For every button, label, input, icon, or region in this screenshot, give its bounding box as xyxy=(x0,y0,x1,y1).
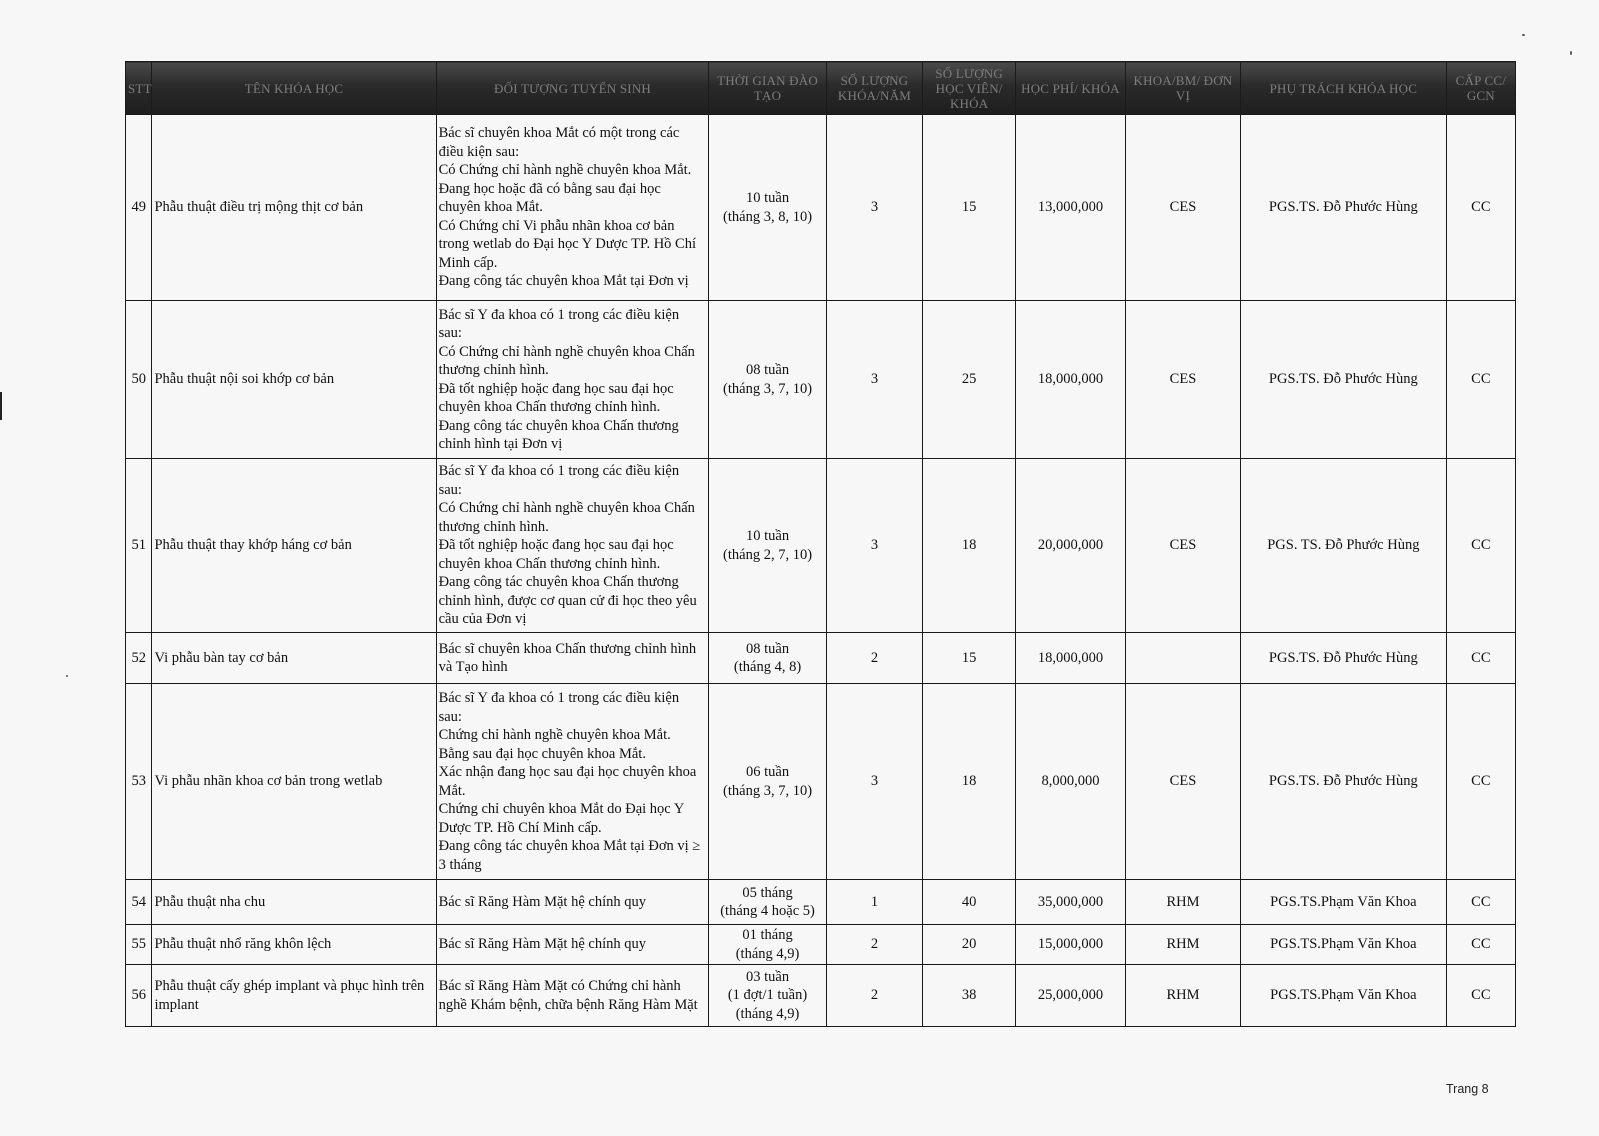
cell-courses-per-year: 2 xyxy=(826,925,923,965)
eligibility-line: Có Chứng chỉ hành nghề chuyên khoa Mắt. xyxy=(438,162,692,179)
eligibility-line: Mắt. xyxy=(438,782,466,799)
cell-certificate: CC xyxy=(1446,459,1515,633)
cell-courses-per-year: 3 xyxy=(826,459,923,633)
cell-supervisor: PGS.TS. Đỗ Phước Hùng xyxy=(1241,684,1447,880)
cell-supervisor: PGS.TS.Phạm Văn Khoa xyxy=(1241,880,1447,925)
table-row xyxy=(126,925,1516,965)
cell-eligibility xyxy=(436,684,709,880)
cell-eligibility xyxy=(436,633,709,684)
eligibility-line: Có Chứng chỉ Vi phẫu nhãn khoa cơ bản xyxy=(438,217,675,234)
cell-certificate: CC xyxy=(1446,115,1515,301)
eligibility-line: và Tạo hình xyxy=(438,659,508,675)
eligibility-line: Đã tốt nghiệp hoặc đang học sau đại học xyxy=(438,537,674,554)
eligibility-line: chuyên khoa Chấn thương chỉnh hình. xyxy=(438,555,661,572)
cell-fee: 13,000,000 xyxy=(1015,115,1125,301)
eligibility-line: 3 tháng xyxy=(438,856,482,873)
cell-students-per-course: 18 xyxy=(923,684,1016,880)
eligibility-line: sau: xyxy=(438,325,462,341)
eligibility-line: Bác sĩ chuyên khoa Chấn thương chỉnh hình xyxy=(438,640,697,657)
eligibility-line: nghề Khám bệnh, chữa bệnh Răng Hàm Mặt xyxy=(438,996,698,1013)
cell-course-name: Phẫu thuật điều trị mộng thịt cơ bản xyxy=(152,115,436,301)
eligibility-line: Đang công tác chuyên khoa Mắt tại Đơn vị xyxy=(438,273,689,290)
cell-fee: 8,000,000 xyxy=(1015,684,1125,880)
eligibility-line: chỉnh hình, được cơ quan cử đi học theo yêu xyxy=(438,592,697,609)
cell-fee: 15,000,000 xyxy=(1015,925,1125,965)
table-row xyxy=(126,633,1516,684)
table-header xyxy=(126,62,1516,115)
cell-eligibility xyxy=(436,925,709,965)
table-row xyxy=(126,301,1516,459)
cell-duration xyxy=(709,880,826,925)
cell-students-per-course: 38 xyxy=(923,965,1016,1027)
cell-supervisor: PGS.TS.Phạm Văn Khoa xyxy=(1241,965,1447,1027)
duration-line: 03 tuần xyxy=(745,968,790,985)
cell-students-per-course: 18 xyxy=(923,459,1016,633)
cell-fee: 25,000,000 xyxy=(1015,965,1125,1027)
table-row xyxy=(126,965,1516,1027)
duration-line: (tháng 3, 8, 10) xyxy=(723,208,813,225)
scan-speck xyxy=(1570,51,1572,55)
eligibility-line: chỉnh hình tại Đơn vị xyxy=(438,436,563,452)
eligibility-line: Đang học hoặc đã có bằng sau đại học xyxy=(438,180,661,197)
eligibility-line: Đang công tác chuyên khoa Chấn thương xyxy=(438,574,679,591)
header-department: KHOA/BM/ ĐƠN VỊ xyxy=(1125,62,1240,115)
cell-eligibility xyxy=(436,459,709,633)
cell-eligibility xyxy=(436,115,709,301)
cell-department: CES xyxy=(1125,115,1240,301)
cell-stt: 50 xyxy=(126,301,152,459)
scan-margin-mark xyxy=(0,392,2,420)
eligibility-line: thương chỉnh hình. xyxy=(438,518,549,535)
header-duration: THỜI GIAN ĐÀO TẠO xyxy=(709,62,826,115)
eligibility-line: trong wetlab do Đại học Y Dược TP. Hồ Chí xyxy=(438,236,697,253)
cell-department: RHM xyxy=(1125,965,1240,1027)
eligibility-line: Bác sĩ chuyên khoa Mắt có một trong các xyxy=(438,125,680,142)
duration-line: 08 tuần xyxy=(745,362,790,378)
header-students-per-course: SỐ LƯỢNG HỌC VIÊN/ KHÓA xyxy=(923,62,1016,115)
scan-speck xyxy=(1522,34,1525,36)
duration-line: (tháng 4 hoặc 5) xyxy=(720,903,815,919)
eligibility-line: sau: xyxy=(438,708,462,725)
cell-course-name: Vi phẫu nhãn khoa cơ bản trong wetlab xyxy=(152,684,436,880)
duration-line: (tháng 4, 8) xyxy=(733,659,802,675)
eligibility-line: Bác sĩ Y đa khoa có 1 trong các điều kiện xyxy=(438,463,680,480)
cell-students-per-course: 40 xyxy=(923,880,1016,925)
header-eligibility: ĐỐI TƯỢNG TUYỂN SINH xyxy=(436,62,709,115)
eligibility-line: Minh cấp. xyxy=(438,254,498,271)
cell-eligibility xyxy=(436,965,709,1027)
cell-course-name: Phẫu thuật nha chu xyxy=(152,880,436,925)
cell-department: CES xyxy=(1125,459,1240,633)
cell-stt: 51 xyxy=(126,459,152,633)
cell-course-name: Vi phẫu bàn tay cơ bản xyxy=(152,633,436,684)
cell-stt: 49 xyxy=(126,115,152,301)
eligibility-line: Xác nhận đang học sau đại học chuyên khoa xyxy=(438,764,697,780)
eligibility-line: điều kiện sau: xyxy=(438,143,520,160)
cell-students-per-course: 25 xyxy=(923,301,1016,459)
duration-line: (1 đợt/1 tuần) xyxy=(727,987,808,1004)
header-certificate: CẤP CC/ GCN xyxy=(1446,62,1515,115)
cell-department: RHM xyxy=(1125,880,1240,925)
cell-stt: 54 xyxy=(126,880,152,925)
cell-supervisor: PGS. TS. Đỗ Phước Hùng xyxy=(1241,459,1447,633)
cell-stt: 55 xyxy=(126,925,152,965)
table-row xyxy=(126,115,1516,301)
eligibility-line: Bác sĩ Y đa khoa có 1 trong các điều kiện xyxy=(438,306,680,323)
cell-students-per-course: 20 xyxy=(923,925,1016,965)
header-stt: STT xyxy=(126,62,152,115)
eligibility-line: Bác sĩ Răng Hàm Mặt có Chứng chỉ hành xyxy=(438,978,681,994)
cell-course-name: Phẫu thuật cấy ghép implant và phục hình trên implant xyxy=(152,965,436,1027)
header-fee: HỌC PHÍ/ KHÓA xyxy=(1015,62,1125,115)
cell-supervisor: PGS.TS. Đỗ Phước Hùng xyxy=(1241,115,1447,301)
scan-speck xyxy=(66,675,68,677)
cell-eligibility xyxy=(436,880,709,925)
eligibility-line: Bác sĩ Răng Hàm Mặt hệ chính quy xyxy=(438,893,646,910)
cell-certificate: CC xyxy=(1446,880,1515,925)
eligibility-line: Đang công tác chuyên khoa Mắt tại Đơn vị ≥ xyxy=(438,838,701,854)
cell-supervisor: PGS.TS. Đỗ Phước Hùng xyxy=(1241,301,1447,459)
cell-course-name: Phẫu thuật nhổ răng khôn lệch xyxy=(152,925,436,965)
header-course-name: TÊN KHÓA HỌC xyxy=(152,62,436,115)
cell-duration xyxy=(709,301,826,459)
cell-fee: 35,000,000 xyxy=(1015,880,1125,925)
table-row xyxy=(126,880,1516,925)
cell-certificate: CC xyxy=(1446,684,1515,880)
cell-department: CES xyxy=(1125,684,1240,880)
table-row xyxy=(126,684,1516,880)
cell-department xyxy=(1125,633,1240,684)
cell-certificate: CC xyxy=(1446,925,1515,965)
duration-line: 05 tháng xyxy=(742,884,793,901)
cell-course-name: Phẫu thuật thay khớp háng cơ bản xyxy=(152,459,436,633)
page-number: Trang 8 xyxy=(1446,1082,1489,1096)
cell-supervisor: PGS.TS.Phạm Văn Khoa xyxy=(1241,925,1447,965)
duration-line: 06 tuần xyxy=(745,764,790,780)
header-supervisor: PHỤ TRÁCH KHÓA HỌC xyxy=(1241,62,1447,115)
cell-stt: 56 xyxy=(126,965,152,1027)
cell-fee: 20,000,000 xyxy=(1015,459,1125,633)
cell-stt: 53 xyxy=(126,684,152,880)
eligibility-line: Bằng sau đại học chuyên khoa Mắt. xyxy=(438,745,646,762)
cell-courses-per-year: 2 xyxy=(826,633,923,684)
eligibility-line: Bác sĩ Răng Hàm Mặt hệ chính quy xyxy=(438,936,646,953)
duration-line: 10 tuần xyxy=(745,528,790,544)
cell-department: RHM xyxy=(1125,925,1240,965)
duration-line: 08 tuần xyxy=(745,640,790,657)
cell-courses-per-year: 2 xyxy=(826,965,923,1027)
cell-certificate: CC xyxy=(1446,965,1515,1027)
eligibility-line: Đang công tác chuyên khoa Chấn thương xyxy=(438,417,679,434)
cell-course-name: Phẫu thuật nội soi khớp cơ bản xyxy=(152,301,436,459)
duration-line: (tháng 4,9) xyxy=(735,945,800,962)
eligibility-line: cầu của Đơn vị xyxy=(438,611,527,628)
eligibility-line: Dược TP. Hồ Chí Minh cấp. xyxy=(438,819,602,836)
course-table xyxy=(125,61,1516,1027)
duration-line: (tháng 3, 7, 10) xyxy=(723,782,813,799)
eligibility-line: Có Chứng chỉ hành nghề chuyên khoa Chấn xyxy=(438,343,695,360)
cell-stt: 52 xyxy=(126,633,152,684)
table-row xyxy=(126,459,1516,633)
table-body xyxy=(126,115,1516,1027)
cell-duration xyxy=(709,925,826,965)
eligibility-line: Bác sĩ Y đa khoa có 1 trong các điều kiện xyxy=(438,690,680,706)
eligibility-line: Đã tốt nghiệp hoặc đang học sau đại học xyxy=(438,380,674,397)
cell-duration xyxy=(709,633,826,684)
eligibility-line: Có Chứng chỉ hành nghề chuyên khoa Chấn xyxy=(438,500,695,517)
cell-department: CES xyxy=(1125,301,1240,459)
duration-line: (tháng 3, 7, 10) xyxy=(723,380,813,397)
cell-courses-per-year: 3 xyxy=(826,115,923,301)
eligibility-line: thương chỉnh hình. xyxy=(438,362,549,378)
cell-students-per-course: 15 xyxy=(923,633,1016,684)
cell-certificate: CC xyxy=(1446,633,1515,684)
header-courses-per-year: SỐ LƯỢNG KHÓA/NĂM xyxy=(826,62,923,115)
eligibility-line: chuyên khoa Chấn thương chỉnh hình. xyxy=(438,399,661,415)
duration-line: (tháng 2, 7, 10) xyxy=(723,546,813,563)
duration-line: 10 tuần xyxy=(745,190,790,206)
cell-courses-per-year: 1 xyxy=(826,880,923,925)
eligibility-line: chuyên khoa Mắt. xyxy=(438,199,543,216)
cell-duration xyxy=(709,459,826,633)
cell-courses-per-year: 3 xyxy=(826,301,923,459)
cell-duration xyxy=(709,684,826,880)
cell-certificate: CC xyxy=(1446,301,1515,459)
cell-courses-per-year: 3 xyxy=(826,684,923,880)
eligibility-line: Chứng chỉ chuyên khoa Mắt do Đại học Y xyxy=(438,801,685,817)
cell-fee: 18,000,000 xyxy=(1015,633,1125,684)
cell-duration xyxy=(709,965,826,1027)
cell-supervisor: PGS.TS. Đỗ Phước Hùng xyxy=(1241,633,1447,684)
cell-students-per-course: 15 xyxy=(923,115,1016,301)
duration-line: (tháng 4,9) xyxy=(735,1005,800,1022)
duration-line: 01 tháng xyxy=(742,927,793,943)
eligibility-line: sau: xyxy=(438,481,462,498)
eligibility-line: Chứng chỉ hành nghề chuyên khoa Mắt. xyxy=(438,727,671,743)
cell-duration xyxy=(709,115,826,301)
cell-eligibility xyxy=(436,301,709,459)
cell-fee: 18,000,000 xyxy=(1015,301,1125,459)
